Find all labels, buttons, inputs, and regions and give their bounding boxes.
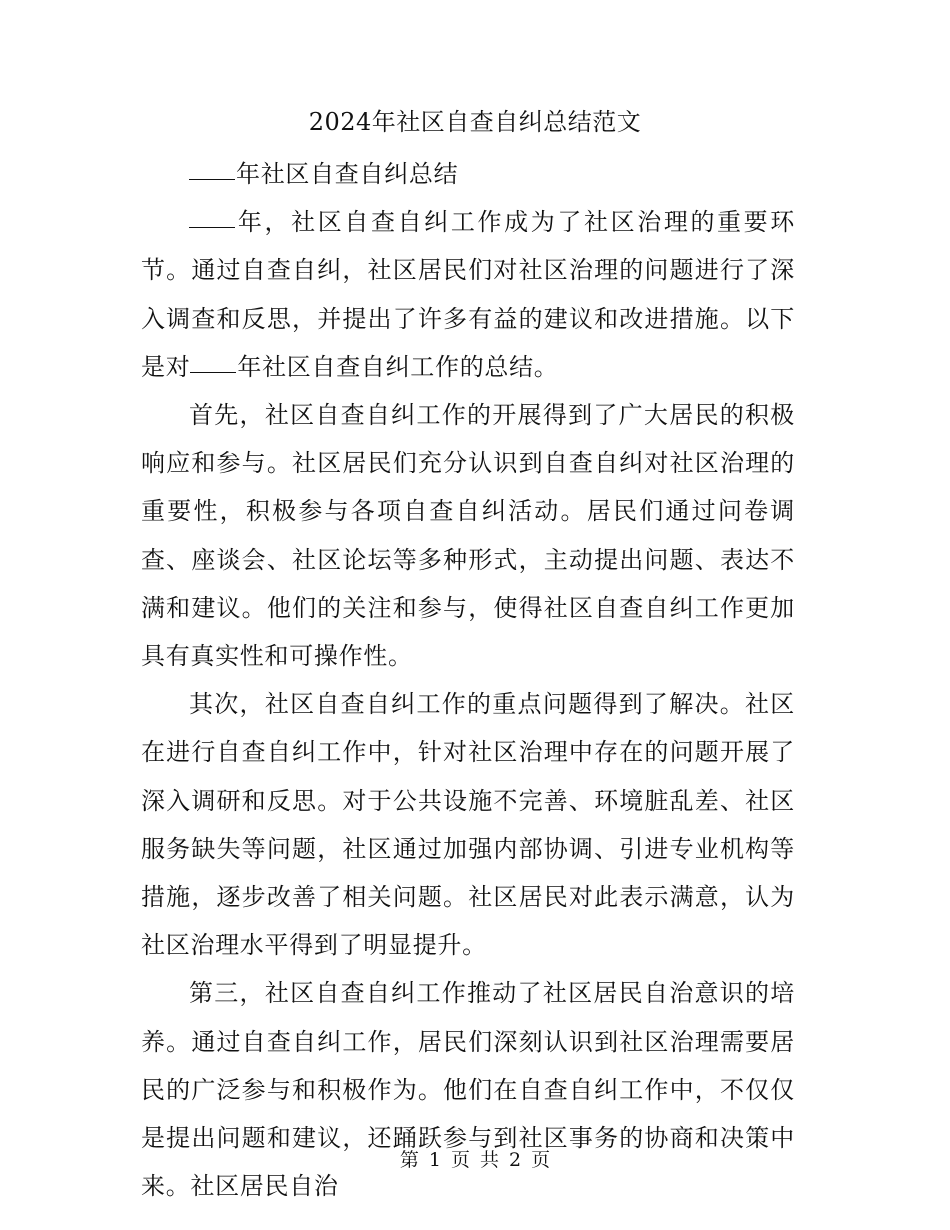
fill-in-blank [189, 161, 235, 180]
subtitle-text: 年社区自查自纠总结 [236, 160, 459, 188]
fill-in-blank [189, 209, 235, 228]
paragraph-second: 其次，社区自查自纠工作的重点问题得到了解决。社区在进行自查自纠工作中，针对社区治理中存在的问题开展了深入调研和反思。对于公共设施不完善、环境脏乱差、社区服务缺失等问题，社区通过加强内部协调、引进专业机构等措施，逐步改善了相关问题。社区居民对此表示满意，认为社区治理水平得到了明显提升。 [141, 690, 795, 960]
document-title: 2024年社区自查自纠总结范文 [308, 108, 642, 136]
paragraph-intro [141, 198, 795, 391]
page-number: 第 1 页 共 2 页 [399, 1149, 551, 1171]
paragraph-intro-text-b: 年社区自查自纠工作的总结。 [237, 352, 559, 381]
fill-in-blank [190, 354, 236, 373]
paragraph-first: 首先，社区自查自纠工作的开展得到了广大居民的积极响应和参与。社区居民们充分认识到自查自纠对社区治理的重要性，积极参与各项自查自纠活动。居民们通过问卷调查、座谈会、社区论坛等多种形式，主动提出问题、表达不满和建议。他们的关注和参与，使得社区自查自纠工作更加具有真实性和可操作性。 [141, 401, 795, 671]
subtitle-line [141, 150, 795, 198]
document-body [141, 150, 795, 1210]
paragraph-third: 第三，社区自查自纠工作推动了社区居民自治意识的培养。通过自查自纠工作，居民们深刻认识到社区治理需要居民的广泛参与和积极作为。他们在自查自纠工作中，不仅仅是提出问题和建议，还踊跃参与到社区事务的协商和决策中来。社区居民自治 [141, 979, 795, 1201]
paragraph-intro-text-a: 年，社区自查自纠工作成为了社区治理的重要环节。通过自查自纠，社区居民们对社区治理的问题进行了深入调查和反思，并提出了许多有益的建议和改进措施。以下是对 [141, 208, 795, 381]
